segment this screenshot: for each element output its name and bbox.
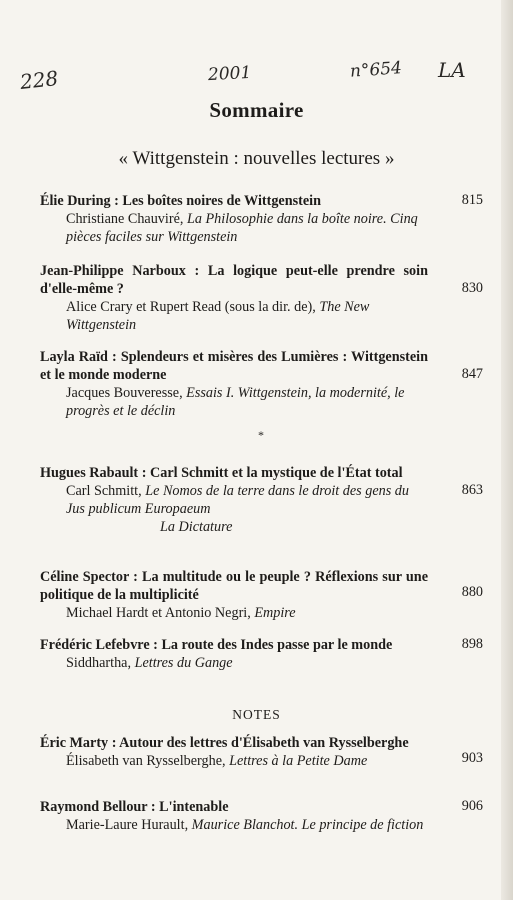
reference-author: Siddhartha, [66, 655, 135, 671]
reference-author: Carl Schmitt, [66, 483, 146, 499]
page-title: Sommaire [209, 98, 304, 122]
entry-page-number: 863 [461, 482, 483, 498]
entry-reference [40, 604, 483, 622]
handwritten-note-2: 2001 [207, 62, 252, 86]
toc-entry [40, 568, 483, 622]
reference-work: Le Nomos de la terre dans le droit des gens du Jus publicum Europaeum [66, 483, 409, 517]
entry-reference [40, 298, 483, 334]
entry-page-number: 898 [461, 636, 483, 652]
toc-entry [40, 636, 483, 672]
toc-entry [40, 798, 483, 834]
entry-heading: Élie During : Les boîtes noires de Wittgenstein [40, 193, 321, 209]
reference-author: Christiane Chauviré, [66, 211, 187, 227]
toc-entry [40, 464, 483, 536]
entry-reference [40, 384, 483, 420]
reference-work: Empire [254, 605, 296, 621]
entry-reference [40, 654, 483, 672]
entry-page-number: 830 [461, 280, 483, 296]
reference-work: Lettres du Gange [134, 655, 233, 671]
section-title: « Wittgenstein : nouvelles lectures » [118, 148, 395, 169]
entry-heading: Jean-Philippe Narboux : La logique peut-elle prendre soin d'elle-même ? [40, 263, 428, 297]
toc-entry [40, 734, 483, 770]
reference-extra-work: La Dictature [160, 519, 233, 535]
entry-page-number: 906 [461, 798, 483, 814]
entry-page-number: 880 [461, 584, 483, 600]
entry-heading: Raymond Bellour : L'intenable [40, 799, 229, 815]
reference-author: Alice Crary et Rupert Read (sous la dir. de), [66, 299, 320, 315]
entry-heading: Frédéric Lefebvre : La route des Indes passe par le monde [40, 637, 393, 653]
toc-entry [40, 192, 483, 246]
reference-work: The New Wittgenstein [66, 299, 370, 333]
reference-work: Lettres à la Petite Dame [229, 753, 368, 769]
entry-heading: Éric Marty : Autour des lettres d'Élisabeth van Rysselberghe [40, 735, 409, 751]
entry-reference [40, 210, 483, 246]
reference-work: Essais I. Wittgenstein, la modernité, le progrès et le déclin [66, 385, 405, 419]
section-divider: * [258, 428, 264, 442]
toc-entry [40, 262, 483, 334]
page-binding-shadow [501, 0, 513, 900]
entry-reference [40, 482, 483, 536]
entry-reference [40, 752, 483, 770]
reference-work: La Philosophie dans la boîte noire. Cinq pièces faciles sur Wittgenstein [66, 211, 418, 245]
entry-page-number: 847 [461, 366, 483, 382]
toc-entry [40, 348, 483, 420]
notes-heading: NOTES [232, 707, 281, 722]
handwritten-note-3: n°654 [349, 58, 403, 82]
reference-author: Marie-Laure Hurault, [66, 817, 192, 833]
entry-heading: Céline Spector : La multitude ou le peuple ? Réflexions sur une politique de la multiplicité [40, 569, 428, 603]
entry-heading: Layla Raïd : Splendeurs et misères des Lumières : Wittgenstein et le monde moderne [40, 349, 428, 383]
entry-heading: Hugues Rabault : Carl Schmitt et la mystique de l'État total [40, 465, 403, 481]
entry-page-number: 903 [461, 750, 483, 766]
reference-author: Élisabeth van Rysselberghe, [66, 753, 230, 769]
reference-author: Jacques Bouveresse, [66, 385, 187, 401]
reference-work: Maurice Blanchot. Le principe de fiction [191, 817, 424, 833]
entry-reference [40, 816, 483, 834]
entry-page-number: 815 [461, 192, 483, 208]
reference-author: Michael Hardt et Antonio Negri, [66, 605, 255, 621]
handwritten-note-4: LA [438, 58, 466, 82]
handwritten-note-1: 228 [18, 66, 60, 94]
